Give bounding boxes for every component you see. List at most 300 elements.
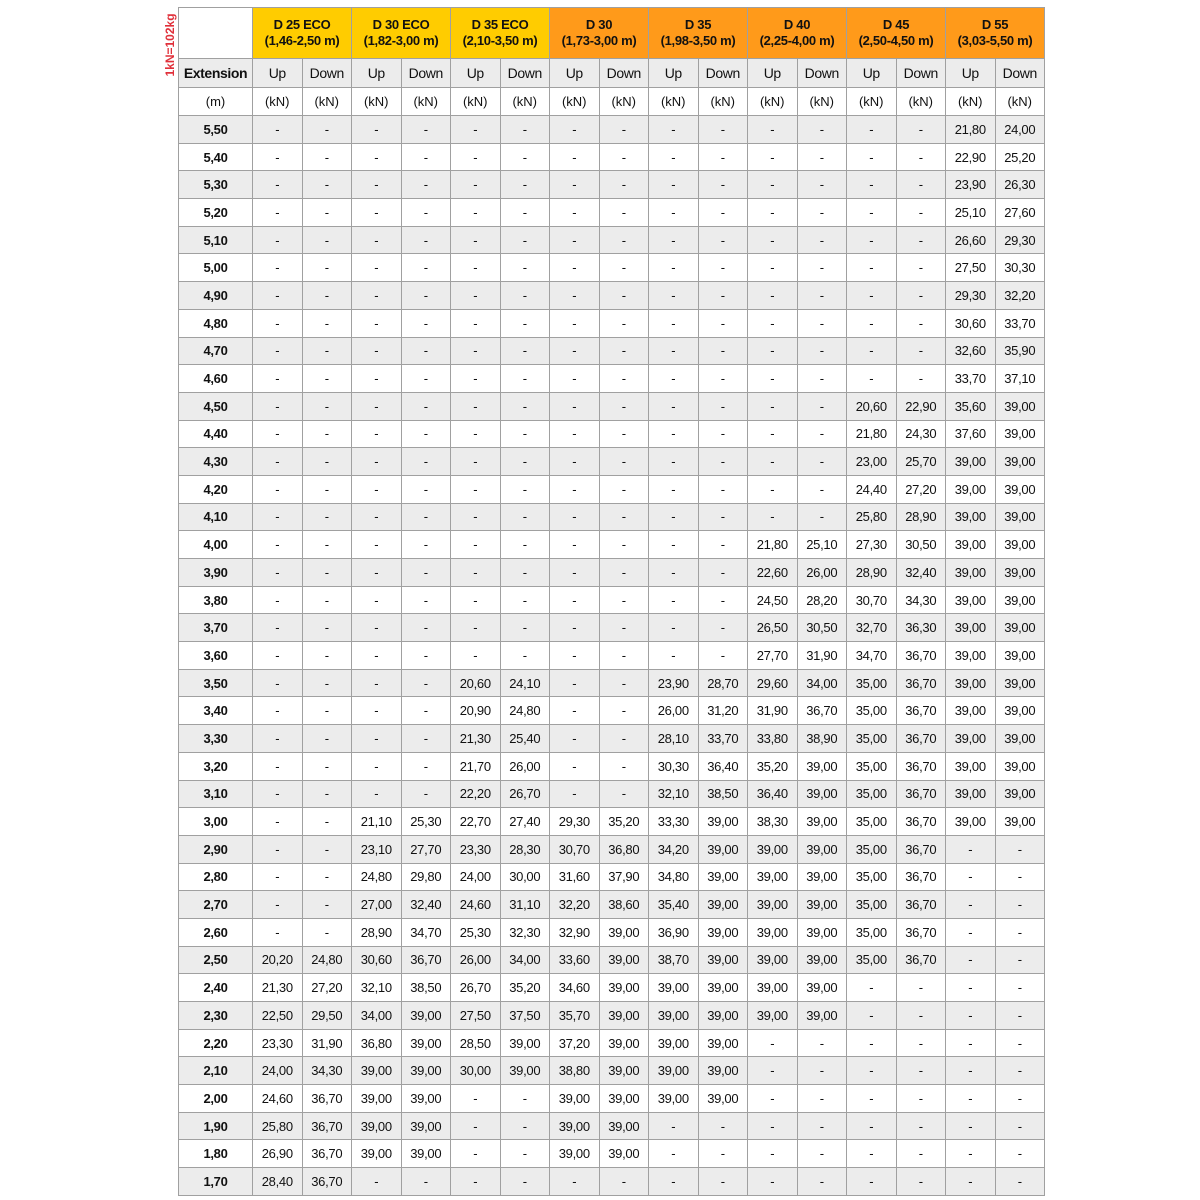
- up-value-cell: -: [550, 392, 600, 420]
- down-value-cell: -: [302, 531, 352, 559]
- down-value-cell: -: [698, 282, 748, 310]
- up-value-cell: 39,00: [748, 835, 798, 863]
- up-value-cell: -: [550, 1168, 600, 1196]
- up-value-cell: 33,30: [649, 808, 699, 836]
- up-value-cell: -: [649, 1112, 699, 1140]
- unit-kn: (kN): [451, 88, 501, 116]
- up-value-cell: 39,00: [748, 863, 798, 891]
- up-value-cell: 39,00: [352, 1140, 402, 1168]
- up-value-cell: 35,00: [847, 891, 897, 919]
- up-value-cell: 30,30: [649, 752, 699, 780]
- down-value-cell: -: [302, 725, 352, 753]
- down-value-cell: -: [302, 697, 352, 725]
- down-value-cell: -: [401, 337, 451, 365]
- table-row: [179, 946, 1045, 974]
- up-value-cell: -: [550, 309, 600, 337]
- down-value-cell: -: [302, 365, 352, 393]
- down-value-cell: -: [896, 116, 946, 144]
- up-value-cell: 24,00: [451, 863, 501, 891]
- table-row: [179, 226, 1045, 254]
- up-value-cell: -: [748, 420, 798, 448]
- down-value-cell: -: [599, 725, 649, 753]
- table-row: [179, 1002, 1045, 1030]
- up-value-cell: -: [550, 725, 600, 753]
- up-value-cell: 39,00: [946, 586, 996, 614]
- down-value-cell: -: [302, 642, 352, 670]
- up-value-cell: -: [253, 863, 303, 891]
- down-value-cell: 39,00: [797, 974, 847, 1002]
- up-value-cell: 21,80: [847, 420, 897, 448]
- up-value-cell: 39,00: [946, 669, 996, 697]
- extension-cell: 4,60: [179, 365, 253, 393]
- up-value-cell: 24,00: [253, 1057, 303, 1085]
- down-value-cell: 28,30: [500, 835, 550, 863]
- up-header: Up: [451, 59, 501, 88]
- up-value-cell: -: [451, 254, 501, 282]
- table-row: [179, 1057, 1045, 1085]
- up-value-cell: 33,80: [748, 725, 798, 753]
- model-range: (2,25-4,00 m): [759, 33, 835, 48]
- down-value-cell: -: [401, 226, 451, 254]
- extension-cell: 1,70: [179, 1168, 253, 1196]
- extension-cell: 3,10: [179, 780, 253, 808]
- up-value-cell: -: [748, 143, 798, 171]
- up-value-cell: 35,00: [847, 697, 897, 725]
- up-value-cell: 26,00: [451, 946, 501, 974]
- down-value-cell: -: [698, 614, 748, 642]
- up-value-cell: 35,60: [946, 392, 996, 420]
- up-value-cell: -: [352, 475, 402, 503]
- down-value-cell: -: [500, 282, 550, 310]
- down-value-cell: -: [698, 420, 748, 448]
- down-value-cell: -: [302, 503, 352, 531]
- down-value-cell: -: [698, 365, 748, 393]
- extension-cell: 2,00: [179, 1085, 253, 1113]
- up-value-cell: 39,00: [649, 1029, 699, 1057]
- down-value-cell: 39,00: [797, 1002, 847, 1030]
- down-value-cell: 39,00: [698, 891, 748, 919]
- down-value-cell: -: [302, 559, 352, 587]
- table-row: [179, 891, 1045, 919]
- up-value-cell: -: [946, 1029, 996, 1057]
- up-value-cell: 25,80: [847, 503, 897, 531]
- down-value-cell: 36,70: [896, 835, 946, 863]
- down-value-cell: 36,70: [896, 946, 946, 974]
- down-value-cell: -: [302, 282, 352, 310]
- down-value-cell: 35,20: [500, 974, 550, 1002]
- extension-cell: 5,40: [179, 143, 253, 171]
- up-value-cell: 21,70: [451, 752, 501, 780]
- table-row: [179, 780, 1045, 808]
- down-value-cell: -: [698, 559, 748, 587]
- up-value-cell: -: [550, 780, 600, 808]
- up-value-cell: 35,00: [847, 946, 897, 974]
- down-value-cell: -: [896, 309, 946, 337]
- up-value-cell: -: [550, 282, 600, 310]
- down-value-cell: -: [500, 254, 550, 282]
- down-value-cell: -: [599, 780, 649, 808]
- load-table: [178, 7, 1045, 1196]
- down-value-cell: 30,50: [797, 614, 847, 642]
- down-value-cell: 34,00: [797, 669, 847, 697]
- up-value-cell: -: [550, 226, 600, 254]
- model-name: D 40: [783, 17, 811, 32]
- up-value-cell: -: [550, 116, 600, 144]
- up-value-cell: 36,40: [748, 780, 798, 808]
- model-name: D 30 ECO: [372, 17, 430, 32]
- down-value-cell: 39,00: [797, 918, 847, 946]
- up-value-cell: -: [748, 1029, 798, 1057]
- up-value-cell: -: [946, 891, 996, 919]
- up-value-cell: -: [451, 365, 501, 393]
- down-value-cell: 32,40: [896, 559, 946, 587]
- up-value-cell: -: [550, 503, 600, 531]
- up-value-cell: -: [649, 531, 699, 559]
- up-value-cell: -: [748, 365, 798, 393]
- up-value-cell: 27,70: [748, 642, 798, 670]
- extension-cell: 4,10: [179, 503, 253, 531]
- up-value-cell: -: [946, 1112, 996, 1140]
- up-value-cell: -: [451, 199, 501, 227]
- up-value-cell: -: [847, 199, 897, 227]
- table-row: [179, 725, 1045, 753]
- up-value-cell: -: [253, 918, 303, 946]
- up-value-cell: 39,00: [946, 697, 996, 725]
- down-value-cell: 36,70: [302, 1168, 352, 1196]
- down-value-cell: -: [500, 226, 550, 254]
- table-row: [179, 143, 1045, 171]
- down-value-cell: 36,70: [896, 891, 946, 919]
- up-value-cell: 23,30: [451, 835, 501, 863]
- down-value-cell: -: [698, 1168, 748, 1196]
- up-value-cell: -: [946, 863, 996, 891]
- up-value-cell: -: [847, 1140, 897, 1168]
- down-value-cell: 39,00: [698, 1085, 748, 1113]
- table-row: [179, 642, 1045, 670]
- up-value-cell: -: [451, 448, 501, 476]
- down-value-cell: -: [599, 337, 649, 365]
- up-value-cell: -: [253, 116, 303, 144]
- up-value-cell: -: [550, 337, 600, 365]
- down-value-cell: -: [302, 752, 352, 780]
- up-value-cell: 37,60: [946, 420, 996, 448]
- down-value-cell: 28,70: [698, 669, 748, 697]
- down-value-cell: -: [401, 475, 451, 503]
- down-value-cell: 39,00: [995, 392, 1045, 420]
- extension-cell: 2,30: [179, 1002, 253, 1030]
- down-value-cell: -: [896, 1085, 946, 1113]
- down-value-cell: -: [995, 891, 1045, 919]
- up-value-cell: 35,00: [847, 752, 897, 780]
- down-value-cell: 24,00: [995, 116, 1045, 144]
- down-value-cell: 36,70: [896, 752, 946, 780]
- down-value-cell: 39,00: [599, 1085, 649, 1113]
- up-value-cell: 28,50: [451, 1029, 501, 1057]
- up-value-cell: -: [451, 1168, 501, 1196]
- up-value-cell: -: [847, 365, 897, 393]
- up-value-cell: 23,00: [847, 448, 897, 476]
- table-row: [179, 752, 1045, 780]
- down-value-cell: 39,00: [995, 475, 1045, 503]
- table-row: [179, 559, 1045, 587]
- down-value-cell: -: [896, 282, 946, 310]
- unit-kn: (kN): [302, 88, 352, 116]
- up-value-cell: -: [451, 614, 501, 642]
- up-value-cell: -: [451, 1085, 501, 1113]
- up-value-cell: 38,30: [748, 808, 798, 836]
- up-value-cell: 20,90: [451, 697, 501, 725]
- up-value-cell: 28,90: [352, 918, 402, 946]
- up-value-cell: -: [352, 309, 402, 337]
- up-value-cell: 39,00: [946, 475, 996, 503]
- unit-kn: (kN): [946, 88, 996, 116]
- table-row: [179, 863, 1045, 891]
- down-value-cell: -: [995, 1140, 1045, 1168]
- up-value-cell: 24,40: [847, 475, 897, 503]
- down-value-cell: 31,20: [698, 697, 748, 725]
- down-value-cell: 25,40: [500, 725, 550, 753]
- table-row: [179, 614, 1045, 642]
- up-value-cell: -: [649, 309, 699, 337]
- table-row: [179, 199, 1045, 227]
- extension-cell: 4,70: [179, 337, 253, 365]
- extension-cell: 4,20: [179, 475, 253, 503]
- up-value-cell: -: [550, 697, 600, 725]
- up-value-cell: -: [649, 420, 699, 448]
- table-row: [179, 974, 1045, 1002]
- table-row: [179, 1029, 1045, 1057]
- down-header: Down: [896, 59, 946, 88]
- model-header: [946, 8, 1045, 59]
- down-value-cell: 26,00: [797, 559, 847, 587]
- up-value-cell: 32,10: [352, 974, 402, 1002]
- up-header: Up: [847, 59, 897, 88]
- down-value-cell: -: [500, 586, 550, 614]
- model-range: (1,98-3,50 m): [660, 33, 736, 48]
- down-value-cell: 27,70: [401, 835, 451, 863]
- down-value-cell: -: [698, 503, 748, 531]
- up-value-cell: -: [550, 365, 600, 393]
- down-value-cell: -: [896, 1140, 946, 1168]
- unit-kn: (kN): [253, 88, 303, 116]
- down-value-cell: 39,00: [698, 974, 748, 1002]
- down-value-cell: -: [302, 891, 352, 919]
- down-value-cell: 39,00: [797, 835, 847, 863]
- up-value-cell: -: [550, 586, 600, 614]
- down-value-cell: 39,00: [599, 918, 649, 946]
- unit-kn: (kN): [649, 88, 699, 116]
- down-value-cell: 39,00: [995, 531, 1045, 559]
- up-value-cell: -: [253, 780, 303, 808]
- table-row: [179, 918, 1045, 946]
- up-value-cell: -: [352, 614, 402, 642]
- extension-cell: 3,00: [179, 808, 253, 836]
- down-value-cell: -: [797, 1029, 847, 1057]
- up-value-cell: -: [451, 475, 501, 503]
- up-value-cell: -: [946, 1057, 996, 1085]
- up-value-cell: 36,90: [649, 918, 699, 946]
- up-value-cell: -: [352, 282, 402, 310]
- up-header: Up: [946, 59, 996, 88]
- unit-kn: (kN): [797, 88, 847, 116]
- down-value-cell: -: [302, 337, 352, 365]
- extension-cell: 5,10: [179, 226, 253, 254]
- down-value-cell: 29,80: [401, 863, 451, 891]
- up-value-cell: -: [649, 448, 699, 476]
- down-value-cell: -: [401, 199, 451, 227]
- extension-cell: 5,00: [179, 254, 253, 282]
- down-value-cell: -: [797, 1112, 847, 1140]
- up-value-cell: 37,20: [550, 1029, 600, 1057]
- down-value-cell: -: [401, 642, 451, 670]
- up-value-cell: -: [748, 282, 798, 310]
- up-value-cell: 26,60: [946, 226, 996, 254]
- down-value-cell: -: [698, 475, 748, 503]
- table-row: [179, 697, 1045, 725]
- down-value-cell: 36,70: [896, 863, 946, 891]
- down-value-cell: -: [797, 226, 847, 254]
- up-value-cell: 39,00: [946, 808, 996, 836]
- down-value-cell: -: [599, 559, 649, 587]
- down-value-cell: -: [302, 309, 352, 337]
- down-value-cell: -: [401, 559, 451, 587]
- up-value-cell: 39,00: [649, 1085, 699, 1113]
- up-value-cell: -: [748, 1112, 798, 1140]
- up-value-cell: -: [352, 559, 402, 587]
- down-value-cell: -: [599, 669, 649, 697]
- up-value-cell: -: [253, 282, 303, 310]
- up-value-cell: -: [550, 448, 600, 476]
- up-value-cell: 36,80: [352, 1029, 402, 1057]
- down-value-cell: -: [302, 835, 352, 863]
- up-value-cell: -: [649, 337, 699, 365]
- up-value-cell: -: [352, 697, 402, 725]
- unit-m: (m): [179, 88, 253, 116]
- up-value-cell: -: [847, 1057, 897, 1085]
- down-value-cell: 39,00: [698, 1029, 748, 1057]
- extension-cell: 3,90: [179, 559, 253, 587]
- down-value-cell: -: [797, 392, 847, 420]
- up-value-cell: -: [352, 531, 402, 559]
- unit-header-row: [179, 88, 1045, 116]
- down-value-cell: -: [797, 1168, 847, 1196]
- down-value-cell: -: [500, 642, 550, 670]
- table-row: [179, 282, 1045, 310]
- up-value-cell: -: [352, 669, 402, 697]
- down-value-cell: -: [599, 752, 649, 780]
- up-value-cell: -: [352, 337, 402, 365]
- up-value-cell: 32,60: [946, 337, 996, 365]
- up-value-cell: 39,00: [748, 974, 798, 1002]
- down-value-cell: -: [896, 1057, 946, 1085]
- up-value-cell: 35,00: [847, 835, 897, 863]
- down-value-cell: 26,00: [500, 752, 550, 780]
- up-value-cell: 21,30: [451, 725, 501, 753]
- up-value-cell: 38,80: [550, 1057, 600, 1085]
- up-value-cell: 39,00: [946, 780, 996, 808]
- up-value-cell: -: [946, 1168, 996, 1196]
- down-value-cell: 39,00: [995, 448, 1045, 476]
- up-value-cell: 26,70: [451, 974, 501, 1002]
- model-range: (2,50-4,50 m): [858, 33, 934, 48]
- down-value-cell: 39,00: [401, 1112, 451, 1140]
- up-value-cell: -: [253, 448, 303, 476]
- down-value-cell: 22,90: [896, 392, 946, 420]
- table-row: [179, 586, 1045, 614]
- down-value-cell: 39,00: [401, 1085, 451, 1113]
- down-value-cell: -: [401, 309, 451, 337]
- down-value-cell: 36,70: [896, 918, 946, 946]
- down-value-cell: -: [302, 475, 352, 503]
- up-value-cell: -: [748, 199, 798, 227]
- unit-conversion-text: 1kN=102kg: [163, 13, 177, 77]
- down-value-cell: 25,30: [401, 808, 451, 836]
- table-row: [179, 365, 1045, 393]
- down-value-cell: -: [302, 669, 352, 697]
- down-value-cell: -: [302, 116, 352, 144]
- down-value-cell: -: [797, 448, 847, 476]
- up-value-cell: 31,60: [550, 863, 600, 891]
- down-value-cell: -: [599, 365, 649, 393]
- down-value-cell: -: [302, 448, 352, 476]
- up-value-cell: 39,00: [649, 1057, 699, 1085]
- up-value-cell: -: [352, 420, 402, 448]
- down-value-cell: -: [797, 1140, 847, 1168]
- extension-cell: 4,50: [179, 392, 253, 420]
- up-value-cell: -: [946, 946, 996, 974]
- table-row: [179, 392, 1045, 420]
- up-value-cell: -: [253, 559, 303, 587]
- model-range: (3,03-5,50 m): [957, 33, 1033, 48]
- up-value-cell: 35,40: [649, 891, 699, 919]
- down-value-cell: 39,00: [995, 614, 1045, 642]
- down-value-cell: -: [995, 863, 1045, 891]
- down-value-cell: 39,00: [995, 420, 1045, 448]
- down-value-cell: -: [698, 642, 748, 670]
- down-value-cell: -: [401, 420, 451, 448]
- down-value-cell: -: [500, 559, 550, 587]
- table-row: [179, 1168, 1045, 1196]
- model-header: [550, 8, 649, 59]
- down-value-cell: 39,00: [599, 1002, 649, 1030]
- down-value-cell: -: [797, 1085, 847, 1113]
- table-row: [179, 1140, 1045, 1168]
- up-value-cell: -: [847, 974, 897, 1002]
- up-value-cell: -: [253, 725, 303, 753]
- table-row: [179, 254, 1045, 282]
- down-value-cell: -: [401, 143, 451, 171]
- model-name: D 45: [882, 17, 910, 32]
- down-value-cell: -: [797, 475, 847, 503]
- up-value-cell: -: [253, 891, 303, 919]
- up-value-cell: -: [649, 503, 699, 531]
- up-value-cell: 25,80: [253, 1112, 303, 1140]
- up-value-cell: 39,00: [946, 448, 996, 476]
- down-value-cell: 39,00: [401, 1029, 451, 1057]
- up-value-cell: -: [451, 420, 501, 448]
- extension-cell: 3,20: [179, 752, 253, 780]
- up-value-cell: -: [847, 254, 897, 282]
- up-value-cell: -: [451, 171, 501, 199]
- down-value-cell: 24,30: [896, 420, 946, 448]
- up-value-cell: 32,20: [550, 891, 600, 919]
- model-header: [748, 8, 847, 59]
- down-value-cell: -: [797, 1057, 847, 1085]
- down-value-cell: -: [500, 171, 550, 199]
- up-value-cell: -: [352, 226, 402, 254]
- up-value-cell: -: [649, 199, 699, 227]
- down-value-cell: -: [401, 1168, 451, 1196]
